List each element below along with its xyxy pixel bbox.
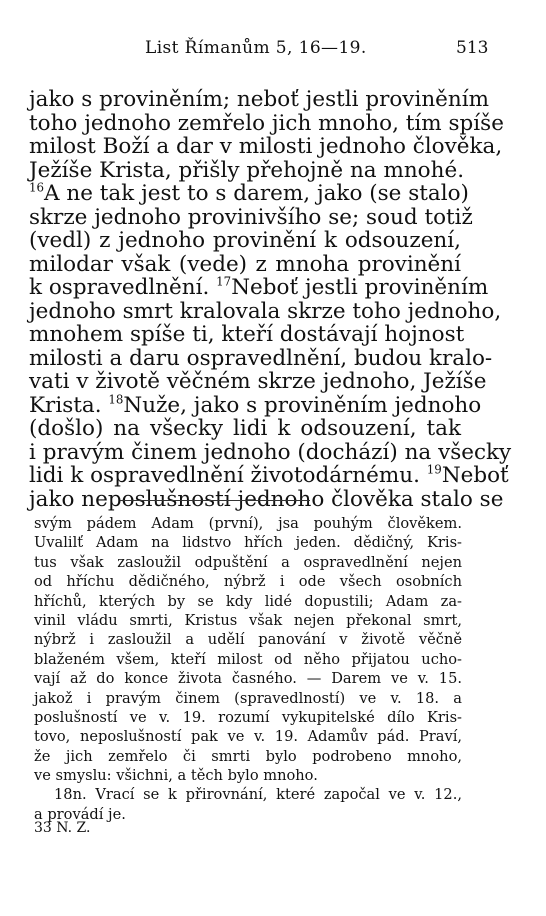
note-line: a provádí je. <box>34 805 126 823</box>
note-line: tovo, neposlušností pak ve v. 19. Adamův pád. Praví, <box>34 728 462 746</box>
signature-mark: 33 N. Z. <box>34 820 91 836</box>
text-line: toho jednoho zemřelo jich mnoho, tím spíše <box>29 110 504 136</box>
main-text <box>29 87 512 512</box>
text-line: milost Boží a dar v milosti jednoho člověka, <box>29 134 503 159</box>
note-line: 18n. Vrací se k přirovnání, které započal ve v. 12., <box>54 786 462 804</box>
verse-number: 17 <box>216 274 232 289</box>
text-line: (došlo) na všecky lidi k odsouzení, tak <box>29 416 461 441</box>
note-line: tus však zasloužil odpuštění a ospravedlnění nejen <box>34 553 462 571</box>
note-line: nýbrž i zasloužil a udělí panování v životě věčně <box>34 631 462 649</box>
verse-number: 16 <box>29 180 45 195</box>
note-line: že jich zemřelo či smrti bylo podrobeno mnoho, <box>34 747 462 765</box>
text-line: milosti a daru ospravedlnění, budou kralo- <box>29 345 493 371</box>
text-line: lidi k ospravedlnění životodárnému. $^{19}$Neboť <box>29 462 509 488</box>
note-line: jakož i pravým činem (spravedlností) ve v. 18. a <box>34 689 462 707</box>
note-line: vinil vládu smrti, Kristus však nejen překonal smrt, <box>34 611 462 629</box>
text-line: milodar však (vede) z mnoha provinění <box>29 251 461 277</box>
footnote-divider <box>120 500 310 501</box>
note-line: Uvalilť Adam na lidstvo hřích jeden. dědičný, Kris- <box>34 534 462 552</box>
text-line: jako s proviněním; neboť jestli proviněním <box>29 87 490 112</box>
text-line: mnohem spíše ti, kteří dostávají hojnost <box>29 322 465 347</box>
text-line: vati v životě věčném skrze jednoho, Ježíše <box>29 369 487 394</box>
commentary-notes <box>34 514 462 824</box>
text-line: Ježíše Krista, přišly přehojně na mnohé. <box>29 157 465 183</box>
verse-number: 18 <box>108 392 124 407</box>
text-line: Krista. $^{18}$Nuže, jako s proviněním jednoho <box>29 392 482 418</box>
text-line: k ospravedlnění. $^{17}$Neboť jestli proviněním <box>29 274 489 300</box>
note-line: svým pádem Adam (první), jsa pouhým člověkem. <box>34 515 462 532</box>
text-line: skrze jednoho provinivšího se; soud totiž <box>29 204 473 230</box>
text-line: jednoho smrt kralovala skrze toho jednoho, <box>29 298 502 324</box>
page-header <box>0 38 546 68</box>
text-line: (vedl) z jednoho provinění k odsouzení, <box>29 228 461 253</box>
note-line: hříchů, kterých by se kdy lidé dopustili; Adam za- <box>34 592 462 610</box>
page-number: 513 <box>456 38 489 58</box>
note-line: od hříchu dědičného, nýbrž i ode všech osobních <box>34 573 462 591</box>
text-line: $^{16}$A ne tak jest to s darem, jako (se stalo) <box>29 180 469 206</box>
note-line: poslušností ve v. 19. rozumí vykupitelské dílo Kris- <box>34 708 462 726</box>
note-line: blaženém všem, kteří milost od něho přijatou ucho- <box>34 650 462 668</box>
text-line: i pravým činem jednoho (dochází) na všecky <box>29 439 512 465</box>
verse-number: 19 <box>426 462 442 477</box>
note-line: ve smyslu: všichni, a těch bylo mnoho. <box>34 767 318 785</box>
running-title: List Římanům 5, 16—19. <box>145 38 367 58</box>
note-line: vají až do konce života časného. — Darem ve v. 15. <box>34 670 462 688</box>
text-line: jako neposlušností jednoho člověka stalo se <box>29 486 504 512</box>
